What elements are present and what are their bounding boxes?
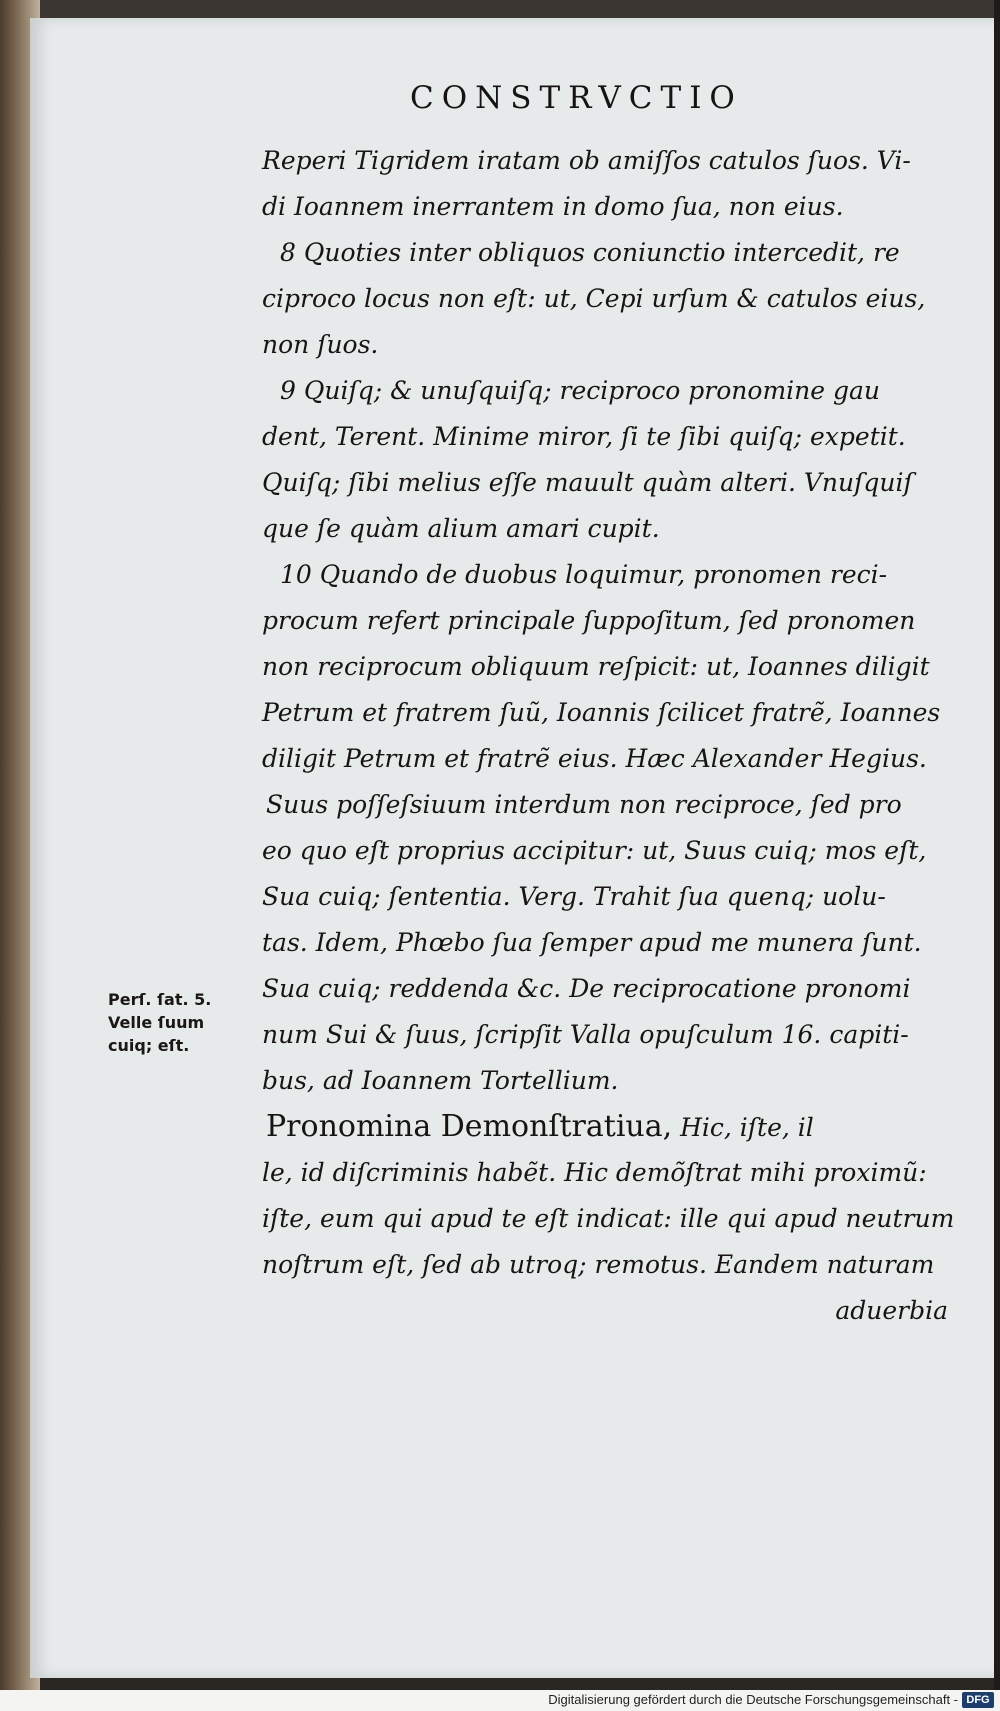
text-line: Reperi Tigridem iratam ob amiſſos catulos ſuos. Vi‐ <box>262 146 911 175</box>
scan-top-border <box>0 0 1000 20</box>
text-line: Sua cuiq; ſententia. Verg. Trahit ſua quenq; uolu‐ <box>262 882 886 911</box>
text-line: iſte, eum qui apud te eſt indicat: ille qui apud neutrum <box>262 1204 955 1233</box>
text-line: diligit Petrum et fratrẽ eius. Hæc Alexander Hegius. <box>262 744 927 773</box>
text-line: Sua cuiq; reddenda &c. De reciprocatione pronomi <box>262 974 911 1003</box>
running-head: CONSTRVCTIO <box>410 80 743 116</box>
section-heading-line <box>262 1104 962 1150</box>
text-line: eo quo eſt proprius accipitur: ut, Suus cuiq; mos eſt, <box>262 836 927 865</box>
marginal-note-line: cuiq; eſt. <box>108 1036 190 1055</box>
text-line: que ſe quàm alium amari cupit. <box>262 514 660 543</box>
text-line: noſtrum eſt, ſed ab utroq; remotus. Eandem naturam <box>262 1250 935 1279</box>
section-heading: Pronomina Demonſtratiua, <box>266 1109 673 1144</box>
text-line: 8 Quoties inter obliquos coniunctio intercedit, re <box>280 238 900 267</box>
text-line: tas. Idem, Phœbo ſua ſemper apud me munera ſunt. <box>262 928 922 957</box>
text-line: bus, ad Ioannem Tortellium. <box>262 1066 619 1095</box>
text-line: dent, Terent. Minime miror, ſi te ſibi quiſq; expetit. <box>262 422 906 451</box>
text-line: le, id diſcriminis habẽt. Hic demõſtrat mihi proximũ: <box>262 1158 927 1187</box>
text-line: non reciprocum obliquum reſpicit: ut, Ioannes diligit <box>262 652 930 681</box>
marginal-note-line: Velle ſuum <box>108 1013 205 1032</box>
marginal-note <box>108 988 211 1057</box>
text-line: di Ioannem inerrantem in domo ſua, non eius. <box>262 192 844 221</box>
text-line: ciproco locus non eſt: ut, Cepi urſum & catulos eius, <box>262 284 926 313</box>
main-text-block <box>262 138 962 1334</box>
catchword: aduerbia <box>835 1296 948 1325</box>
scan-right-border <box>994 0 1000 1711</box>
text-line: Petrum et fratrem ſuũ, Ioannis ſcilicet fratrẽ, Ioannes <box>262 698 941 727</box>
text-line: 9 Quiſq; & unuſquiſq; reciproco pronomine gau <box>280 376 881 405</box>
dfg-logo-icon: DFG <box>962 1692 994 1708</box>
text-line: Quiſq; ſibi melius eſſe mauult quàm alteri. Vnuſquiſ <box>262 468 913 497</box>
text-line: non ſuos. <box>262 330 379 359</box>
marginal-note-line: Perſ. ſat. 5. <box>108 990 212 1009</box>
text-line: 10 Quando de duobus loquimur, pronomen reci‐ <box>280 560 888 589</box>
text-line: procum refert principale ſuppoſitum, ſed pronomen <box>262 606 916 635</box>
text-line: Suus poſſeſsiuum interdum non reciproce, ſed pro <box>266 790 902 819</box>
digitization-footer <box>0 1690 1000 1711</box>
footer-credit: Digitalisierung gefördert durch die Deutsche Forschungsgemeinschaft - <box>548 1692 958 1707</box>
section-heading-continuation: Hic, iſte, il <box>672 1113 814 1142</box>
text-line: num Sui & ſuus, ſcripſit Valla opuſculum 16. capiti‐ <box>262 1020 909 1049</box>
